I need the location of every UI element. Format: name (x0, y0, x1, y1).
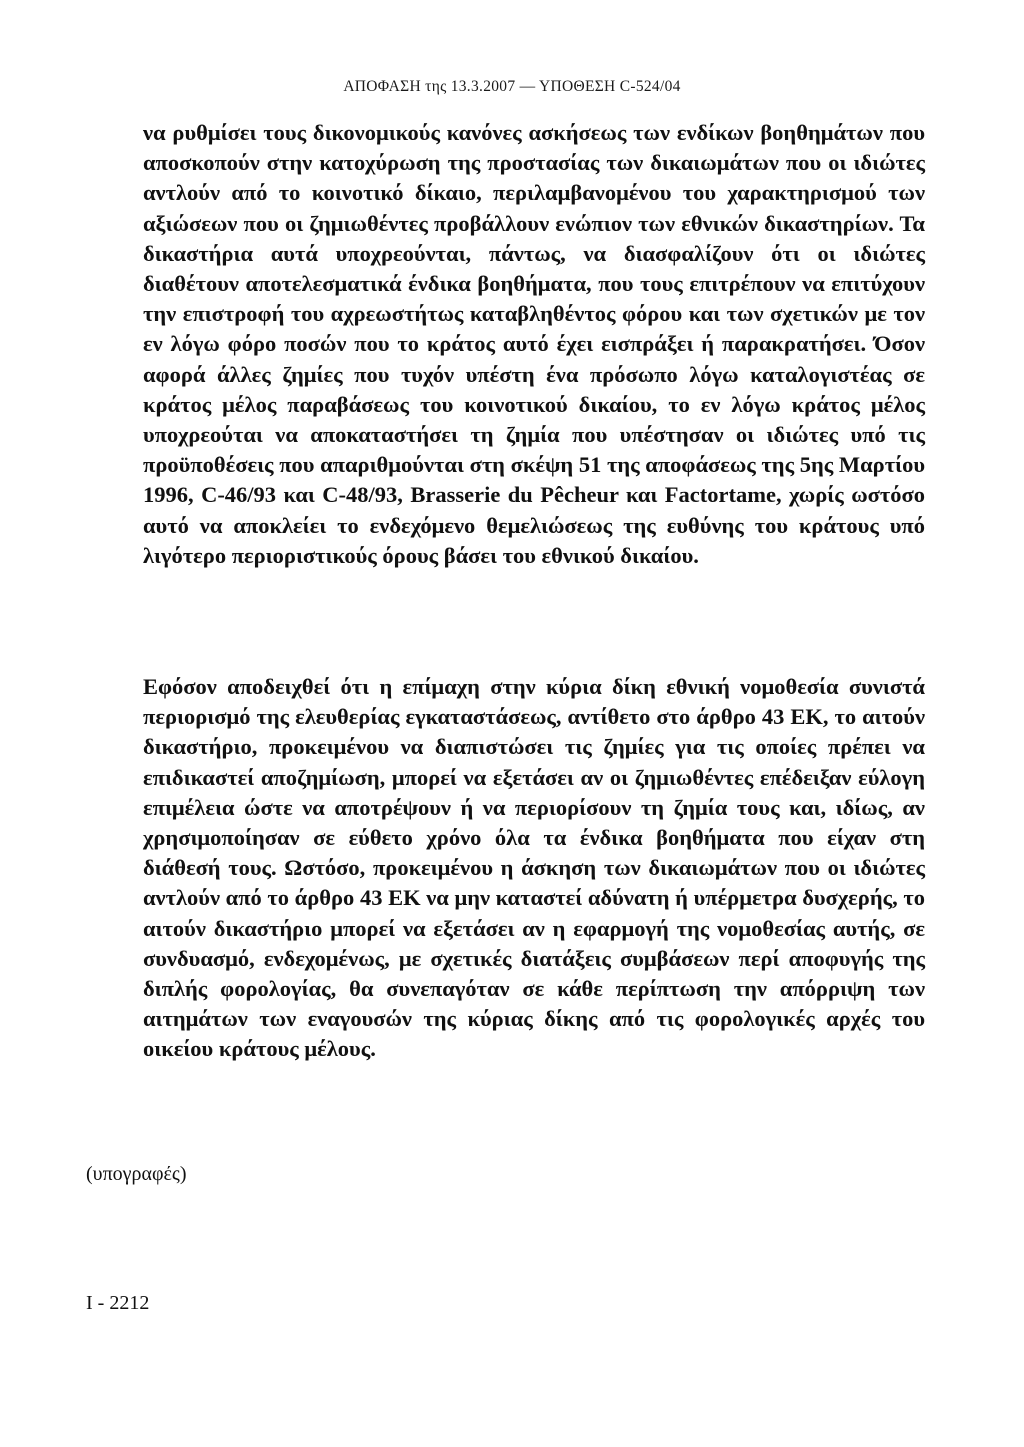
ruling-paragraph-continued: να ρυθμίσει τους δικονομικούς κανόνες ασκήσεως των ενδίκων βοηθημάτων που αποσκοπούν στην κατοχύρωση της προστασίας των δικαιωμάτων που οι ιδιώτες αντλούν από το κοινοτικό δίκαιο, περιλαμβανομένου του χαρακτηρισμού των αξιώσεων που οι ζημιωθέντες προβάλλουν ενώπιον των εθνικών δικαστηρίων. Τα δικαστήρια αυτά υποχρεούνται, πάντως, να διασφαλίζουν ότι οι ιδιώτες διαθέτουν αποτελεσματικά ένδικα βοηθήματα, που τους επιτρέπουν να επιτύχουν την επιστροφή του αχρεωστήτως καταβληθέντος φόρου και των σχετικών με τον εν λόγω φόρο ποσών που το κράτος αυτό έχει εισπράξει ή παρακρατήσει. Όσον αφορά άλλες ζημίες που τυχόν υπέστη ένα πρόσωπο λόγω καταλογιστέας σε κράτος μέλος παραβάσεως του κοινοτικού δικαίου, το εν λόγω κράτος μέλος υποχρεούται να αποκαταστήσει τη ζημία που υπέστησαν οι ιδιώτες υπό τις προϋποθέσεις που απαριθμούνται στη σκέψη 51 της αποφάσεως της 5ης Μαρτίου 1996, C-46/93 και C-48/93, Brasserie du Pêcheur και Factortame, χωρίς ωστόσο αυτό να αποκλείει το ενδεχόμενο θεμελιώσεως της ευθύνης του κράτους υπό λιγότερο περιοριστικούς όρους βάσει του εθνικού δικαίου. (143, 120, 925, 568)
running-header: ΑΠΟΦΑΣΗ της 13.3.2007 — ΥΠΟΘΕΣΗ C-524/04 (343, 78, 681, 95)
ruling-paragraph: Εφόσον αποδειχθεί ότι η επίμαχη στην κύρια δίκη εθνική νομοθεσία συνιστά περιορισμό της ελευθερίας εγκαταστάσεως, αντίθετο στο άρθρο 43 ΕΚ, το αιτούν δικαστήριο, προκειμένου να διαπιστώσει τις ζημίες για τις οποίες πρέπει να επιδικαστεί αποζημίωση, μπορεί να εξετάσει αν οι ζημιωθέντες επέδειξαν εύλογη επιμέλεια ώστε να αποτρέψουν ή να περιορίσουν τη ζημία τους και, ιδίως, αν χρησιμοποίησαν σε εύθετο χρόνο όλα τα ένδικα βοηθήματα που είχαν στη διάθεσή τους. Ωστόσο, προκειμένου η άσκηση των δικαιωμάτων που οι ιδιώτες αντλούν από το άρθρο 43 ΕΚ να μην καταστεί αδύνατη ή υπέρμετρα δυσχερής, το αιτούν δικαστήριο μπορεί να εξετάσει αν η εφαρμογή της νομοθεσίας αυτής, σε συνδυασμό, ενδεχομένως, με σχετικές διατάξεις συμβάσεων περί αποφυγής της διπλής φορολογίας, θα συνεπαγόταν σε κάθε περίπτωση την απόρριψη των αιτημάτων των εναγουσών της κύριας δίκης από τις φορολογικές αρχές του οικείου κράτους μέλους. (143, 674, 925, 1062)
page-number: I - 2212 (86, 1292, 150, 1314)
signatures-placeholder: (υπογραφές) (86, 1163, 187, 1185)
